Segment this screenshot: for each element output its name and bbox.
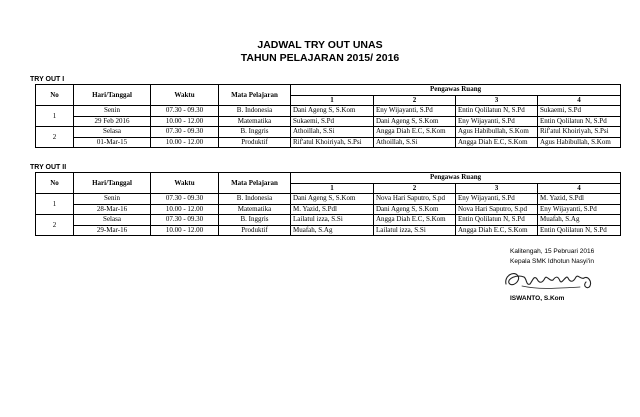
cell-pengawas-2: Angga Diah E.C, S.Kom	[374, 215, 456, 226]
cell-no: 1	[36, 194, 74, 215]
cell-mapel: B. Inggris	[219, 215, 291, 226]
header-room-1: 1	[291, 183, 374, 194]
cell-no: 2	[36, 215, 74, 236]
cell-pengawas-4: Sukaemi, S.Pd	[538, 106, 621, 117]
document-subtitle: TAHUN PELAJARAN 2015/ 2016	[240, 52, 400, 64]
table-row	[36, 137, 621, 148]
cell-pengawas-3: Eny Wijayanti, S.Pd	[456, 116, 538, 127]
cell-hari: Senin	[74, 106, 151, 117]
cell-pengawas-1: Dani Ageng S, S.Kom	[291, 194, 374, 205]
signature-name: ISWANTO, S.Kom	[510, 295, 565, 302]
cell-pengawas-4: Agus Habibullah, S.Kom	[538, 137, 621, 148]
document-title: JADWAL TRY OUT UNAS	[257, 39, 383, 51]
cell-pengawas-1: Lailatul izza, S.Si	[291, 215, 374, 226]
section-label-tryout1: TRY OUT I	[30, 76, 65, 83]
cell-pengawas-4: Eny Wijayanti, S.Pd	[538, 204, 621, 215]
schedule-table-tryout1	[35, 84, 621, 148]
cell-pengawas-4: Muafah, S.Ag	[538, 215, 621, 226]
header-room-1: 1	[291, 95, 374, 106]
header-hari: Hari/Tanggal	[74, 85, 151, 106]
header-pengawas: Pengawas Ruang	[291, 173, 621, 184]
cell-hari: Senin	[74, 194, 151, 205]
cell-pengawas-4: Entin Qolilatun N, S.Pd	[538, 225, 621, 236]
cell-mapel: Matematika	[219, 204, 291, 215]
cell-pengawas-1: Rif'atul Khoiriyah, S.Psi	[291, 137, 374, 148]
cell-pengawas-4: Entin Qolilatun N, S.Pd	[538, 116, 621, 127]
header-waktu: Waktu	[151, 85, 219, 106]
cell-hari: Selasa	[74, 127, 151, 138]
table-row	[36, 127, 621, 138]
cell-waktu: 07.30 - 09.30	[151, 106, 219, 117]
cell-hari: 01-Mar-15	[74, 137, 151, 148]
cell-pengawas-2: Nova Hari Saputro, S.pd	[374, 194, 456, 205]
cell-waktu: 07.30 - 09.30	[151, 215, 219, 226]
cell-pengawas-3: Angga Diah E.C, S.Kom	[456, 137, 538, 148]
cell-pengawas-4: M. Yazid, S.Pdl	[538, 194, 621, 205]
cell-pengawas-2: Eny Wijayanti, S.Pd	[374, 106, 456, 117]
cell-waktu: 10.00 - 12.00	[151, 116, 219, 127]
cell-hari: 29-Mar-16	[74, 225, 151, 236]
cell-mapel: Matematika	[219, 116, 291, 127]
cell-pengawas-3: Angga Diah E.C, S.Kom	[456, 225, 538, 236]
cell-pengawas-3: Entin Qolilatun N, S.Pd	[456, 215, 538, 226]
cell-pengawas-3: Agus Habibullah, S.Kom	[456, 127, 538, 138]
cell-waktu: 10.00 - 12.00	[151, 137, 219, 148]
cell-pengawas-2: Athoillah, S.Si	[374, 137, 456, 148]
cell-pengawas-1: Sukaemi, S.Pd	[291, 116, 374, 127]
table-row	[36, 116, 621, 127]
cell-pengawas-3: Nova Hari Saputro, S.pd	[456, 204, 538, 215]
header-pengawas: Pengawas Ruang	[291, 85, 621, 96]
cell-pengawas-1: Athoillah, S.Si	[291, 127, 374, 138]
signature-place-date: Kalitengah, 15 Pebruari 2016	[510, 248, 595, 255]
cell-mapel: Produktif	[219, 137, 291, 148]
section-label-tryout2: TRY OUT II	[30, 164, 67, 171]
header-room-3: 3	[456, 183, 538, 194]
header-waktu: Waktu	[151, 173, 219, 194]
cell-mapel: B. Indonesia	[219, 194, 291, 205]
cell-waktu: 10.00 - 12.00	[151, 204, 219, 215]
cell-pengawas-2: Dani Ageng S, S.Kom	[374, 116, 456, 127]
header-room-2: 2	[374, 183, 456, 194]
cell-pengawas-2: Angga Diah E.C, S.Kom	[374, 127, 456, 138]
header-no: No	[36, 173, 74, 194]
cell-pengawas-3: Eny Wijayanti, S.Pd	[456, 194, 538, 205]
header-room-4: 4	[538, 95, 621, 106]
header-room-3: 3	[456, 95, 538, 106]
handwritten-signature	[500, 264, 600, 294]
cell-pengawas-3: Entin Qolilatun N, S.Pd	[456, 106, 538, 117]
signature-position: Kepala SMK Idhotun Nasyi'in	[510, 258, 594, 265]
header-mapel: Mata Pelajaran	[219, 173, 291, 194]
header-room-2: 2	[374, 95, 456, 106]
cell-mapel: Produktif	[219, 225, 291, 236]
header-hari: Hari/Tanggal	[74, 173, 151, 194]
cell-pengawas-1: Muafah, S.Ag	[291, 225, 374, 236]
cell-pengawas-1: Dani Ageng S, S.Kom	[291, 106, 374, 117]
table-row	[36, 225, 621, 236]
cell-no: 1	[36, 106, 74, 127]
cell-pengawas-4: Rif'atul Khoiriyah, S.Psi	[538, 127, 621, 138]
header-mapel: Mata Pelajaran	[219, 85, 291, 106]
header-no: No	[36, 85, 74, 106]
cell-waktu: 07.30 - 09.30	[151, 127, 219, 138]
cell-hari: Selasa	[74, 215, 151, 226]
cell-hari: 28-Mar-16	[74, 204, 151, 215]
cell-waktu: 07.30 - 09.30	[151, 194, 219, 205]
header-room-4: 4	[538, 183, 621, 194]
cell-pengawas-2: Lailatul izza, S.Si	[374, 225, 456, 236]
table-row	[36, 194, 621, 205]
cell-mapel: B. Indonesia	[219, 106, 291, 117]
table-row	[36, 106, 621, 117]
cell-waktu: 10.00 - 12.00	[151, 225, 219, 236]
cell-hari: 29 Feb 2016	[74, 116, 151, 127]
cell-pengawas-2: Dani Ageng S, S.Kom	[374, 204, 456, 215]
table-row	[36, 204, 621, 215]
schedule-table-tryout2	[35, 172, 621, 236]
cell-no: 2	[36, 127, 74, 148]
cell-mapel: B. Inggris	[219, 127, 291, 138]
cell-pengawas-1: M. Yazid, S.Pdl	[291, 204, 374, 215]
table-row	[36, 215, 621, 226]
